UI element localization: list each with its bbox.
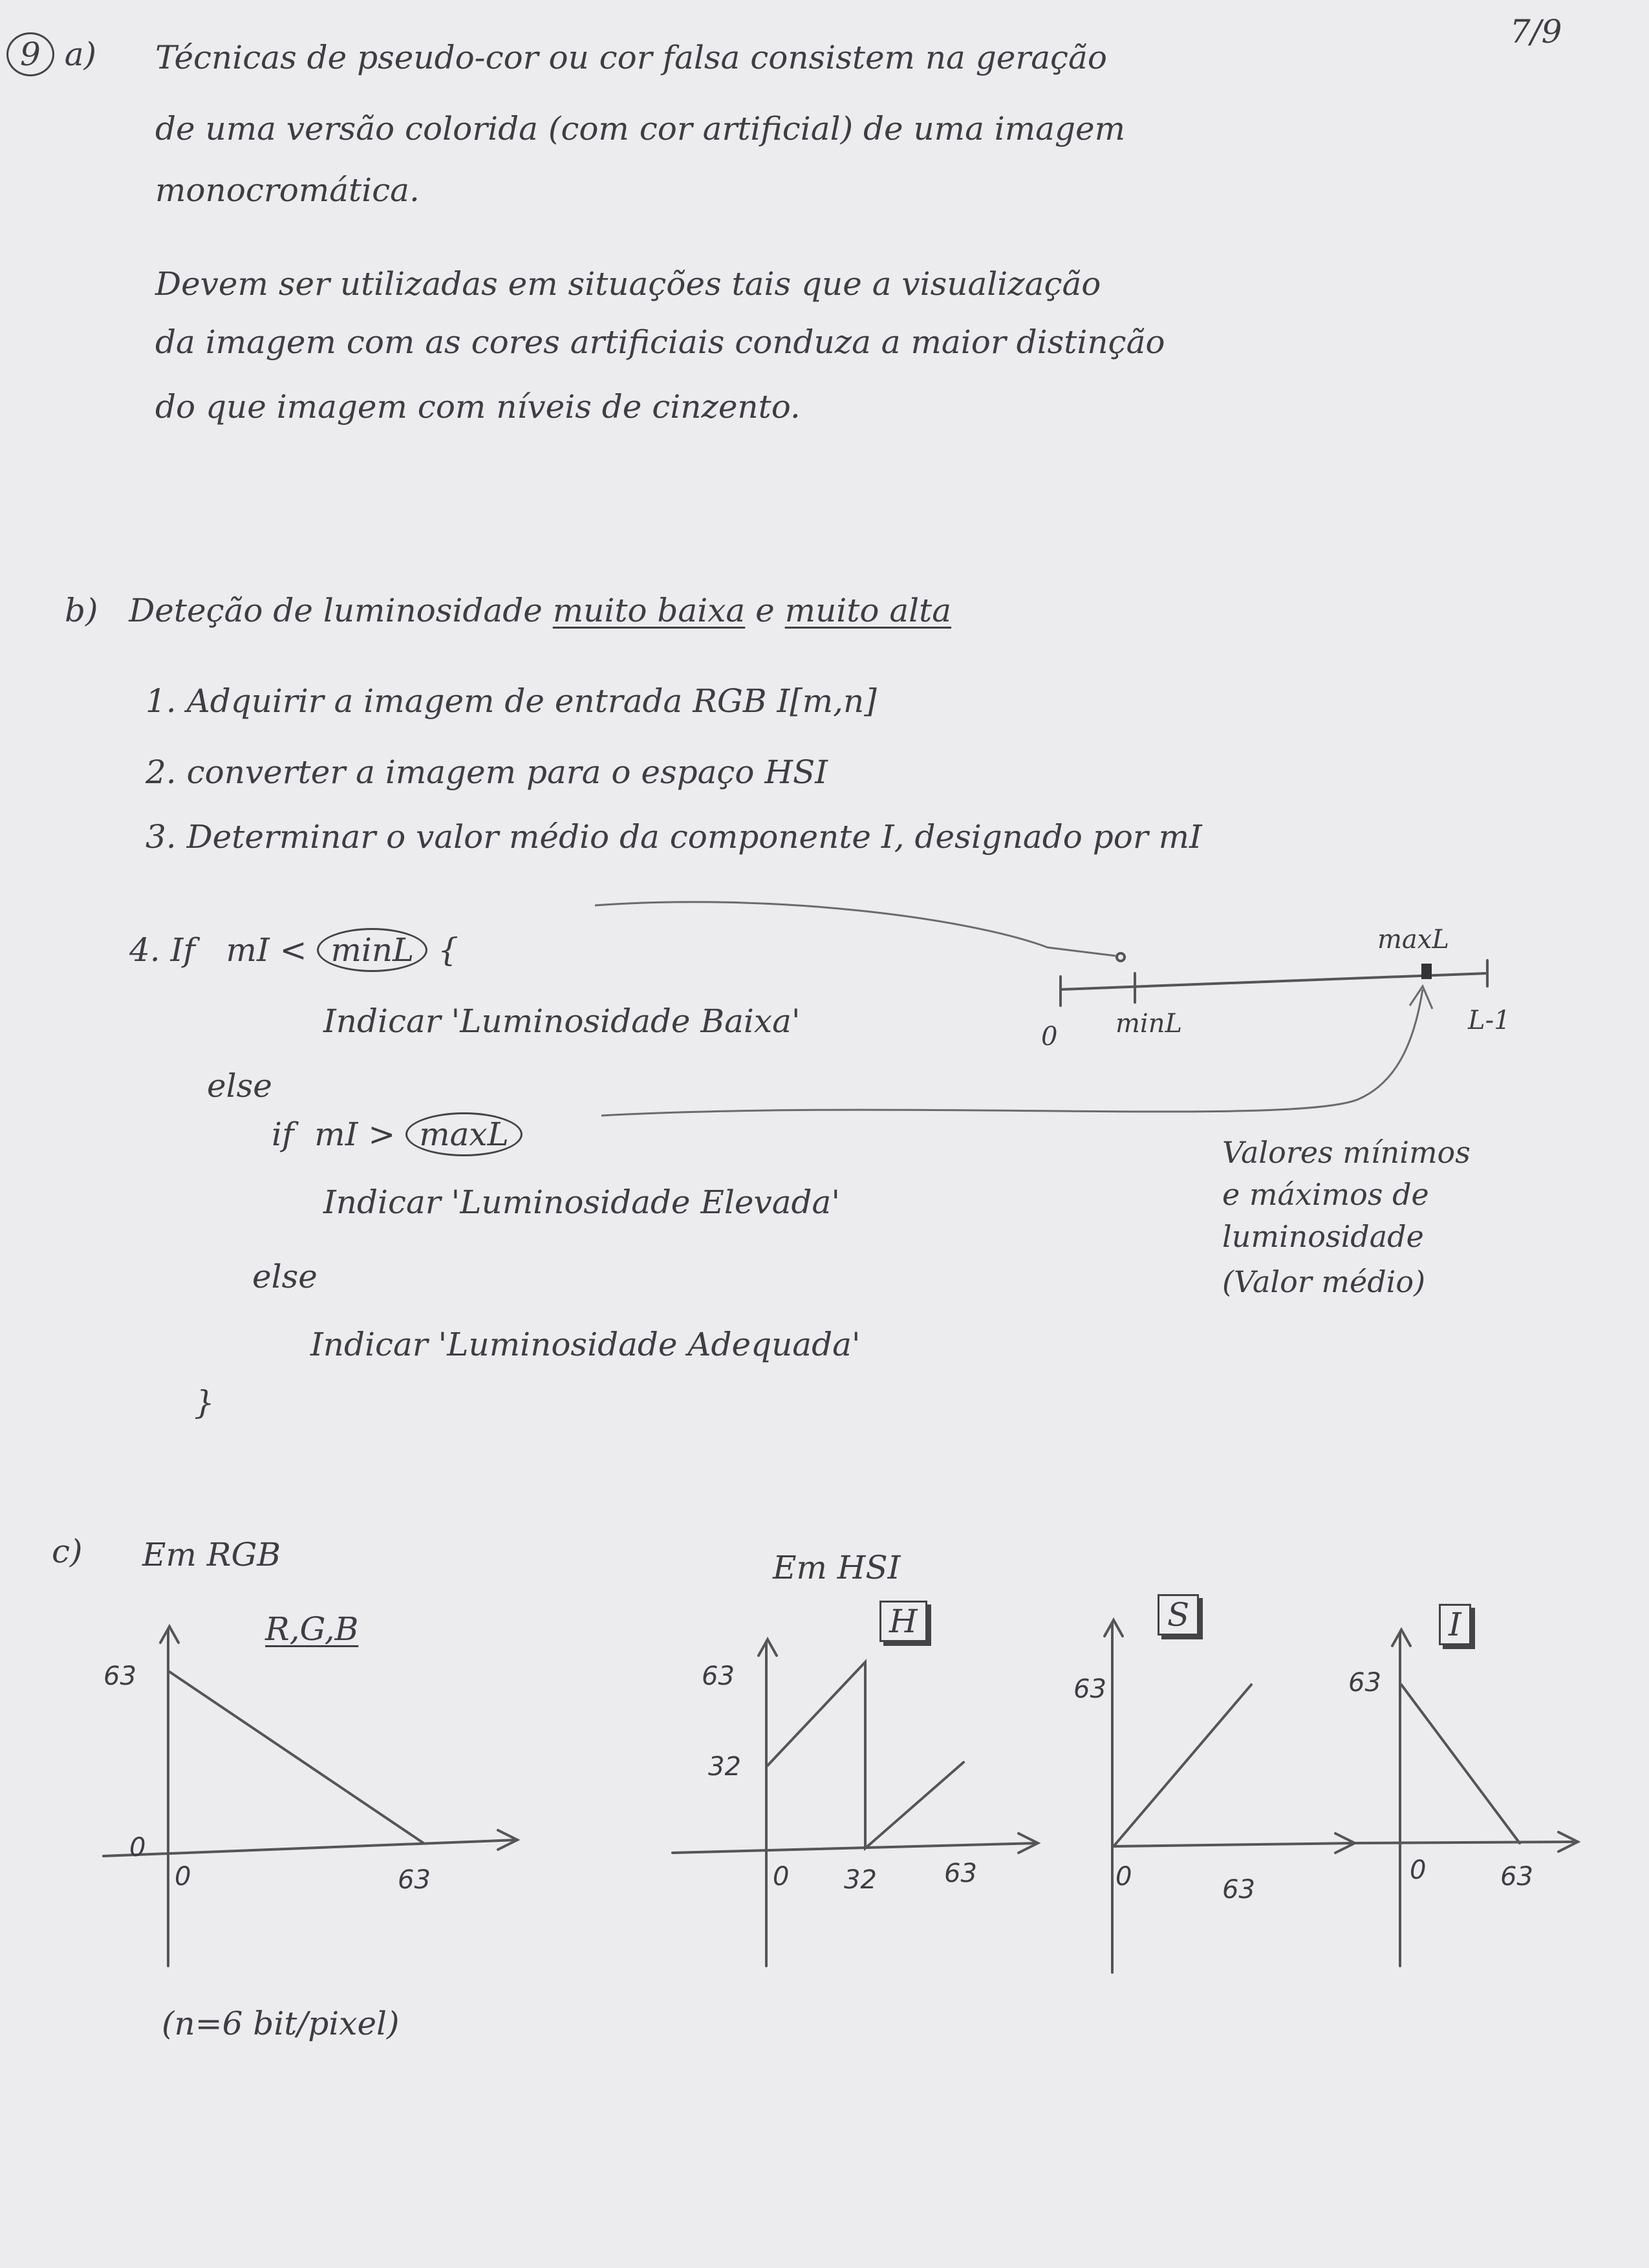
page-number: 7/9 bbox=[1510, 13, 1562, 50]
part-b-title-low: muito baixa bbox=[552, 592, 746, 629]
note-line-3: luminosidade bbox=[1222, 1219, 1424, 1254]
minL-circled: minL bbox=[317, 928, 427, 972]
s-line bbox=[1114, 1685, 1251, 1846]
graph-i-label: I bbox=[1439, 1604, 1471, 1645]
indicar-high: Indicar 'Luminosidade Elevada' bbox=[323, 1183, 841, 1221]
if-2: if bbox=[272, 1116, 294, 1153]
h-xtick-mid: 32 bbox=[844, 1865, 877, 1895]
graph-h-label: H bbox=[879, 1601, 927, 1642]
minL-marker bbox=[1117, 953, 1125, 961]
else-1: else bbox=[207, 1067, 272, 1105]
rgb-xtick: 63 bbox=[398, 1865, 431, 1895]
graph-rgb bbox=[103, 1626, 517, 1966]
s-xtick: 63 bbox=[1222, 1875, 1255, 1905]
scale-end: L-1 bbox=[1468, 1006, 1511, 1035]
part-a-line-1: Técnicas de pseudo-cor ou cor falsa consistem na geração bbox=[155, 39, 1107, 76]
note-line-1: Valores mínimos bbox=[1222, 1135, 1471, 1170]
i-line bbox=[1401, 1685, 1520, 1843]
scale-zero: 0 bbox=[1041, 1022, 1058, 1052]
lt-sign: < bbox=[279, 931, 307, 969]
rgb-origin-x: 0 bbox=[175, 1862, 191, 1892]
rgb-line bbox=[169, 1672, 424, 1843]
brace-open: { bbox=[438, 931, 458, 969]
graph-h bbox=[673, 1639, 1038, 1966]
part-a-label: a) bbox=[64, 36, 97, 73]
gt-sign: > bbox=[368, 1116, 396, 1153]
i-origin-x: 0 bbox=[1410, 1855, 1427, 1885]
maxL-marker bbox=[1421, 964, 1432, 979]
part-b-label: b) bbox=[65, 592, 98, 629]
part-b-title-high: muito alta bbox=[784, 592, 952, 629]
brace-close: } bbox=[194, 1384, 215, 1421]
s-ytick: 63 bbox=[1073, 1674, 1106, 1704]
step-3: 3. Determinar o valor médio da componente I, designado por mI bbox=[146, 818, 1202, 856]
h-ytick-top: 63 bbox=[702, 1661, 735, 1691]
h-curve bbox=[768, 1662, 964, 1848]
graph-s-label: S bbox=[1158, 1594, 1199, 1636]
i-xtick: 63 bbox=[1500, 1862, 1533, 1892]
maxL-connector bbox=[601, 989, 1423, 1116]
rgb-ytick: 63 bbox=[103, 1661, 136, 1691]
part-b-title-prefix: Deteção de luminosidade bbox=[129, 592, 543, 629]
luminance-scale bbox=[1061, 953, 1487, 1006]
part-a-line-5: da imagem com as cores artificiais conduza a maior distinção bbox=[155, 323, 1165, 361]
h-ytick-mid: 32 bbox=[708, 1752, 741, 1782]
step-4-if: 4. If bbox=[129, 931, 195, 969]
part-c-label: c) bbox=[52, 1533, 83, 1570]
graph-s bbox=[1073, 1620, 1355, 1972]
else-2: else bbox=[252, 1258, 318, 1295]
note-line-4: (Valor médio) bbox=[1222, 1264, 1426, 1299]
indicar-low: Indicar 'Luminosidade Baixa' bbox=[323, 1002, 801, 1040]
step-1: 1. Adquirir a imagem de entrada RGB I[m,n] bbox=[146, 682, 877, 720]
i-ytick: 63 bbox=[1348, 1668, 1381, 1698]
minL-connector bbox=[595, 902, 1116, 956]
s-origin-x: 0 bbox=[1116, 1862, 1132, 1892]
part-b-title-and: e bbox=[755, 592, 775, 629]
h-xtick: 63 bbox=[944, 1859, 977, 1888]
note-line-2: e máximos de bbox=[1222, 1177, 1429, 1212]
rgb-origin-y: 0 bbox=[129, 1833, 146, 1863]
part-a-line-2: de uma versão colorida (com cor artificial) de uma imagem bbox=[155, 110, 1125, 147]
scale-minL: minL bbox=[1116, 1009, 1183, 1039]
hsi-title: Em HSI bbox=[773, 1549, 901, 1586]
graph-i bbox=[1348, 1630, 1578, 1966]
h-origin-x: 0 bbox=[773, 1862, 790, 1892]
part-a-line-3: monocromática. bbox=[155, 171, 420, 209]
part-a-line-4: Devem ser utilizadas em situações tais que a visualização bbox=[155, 265, 1101, 303]
step-2: 2. converter a imagem para o espaço HSI bbox=[146, 753, 828, 791]
maxL-circled: maxL bbox=[405, 1112, 523, 1156]
scale-maxL: maxL bbox=[1377, 925, 1449, 955]
rgb-title: Em RGB bbox=[142, 1536, 281, 1573]
part-a-line-6: do que imagem com níveis de cinzento. bbox=[155, 388, 801, 426]
rgb-caption: R,G,B bbox=[265, 1610, 359, 1648]
mi-2: mI bbox=[314, 1116, 358, 1153]
footnote: (n=6 bit/pixel) bbox=[162, 2005, 400, 2042]
question-number-circle: 9 bbox=[6, 32, 54, 76]
mi-1: mI bbox=[226, 931, 270, 969]
indicar-ok: Indicar 'Luminosidade Adequada' bbox=[310, 1326, 861, 1363]
